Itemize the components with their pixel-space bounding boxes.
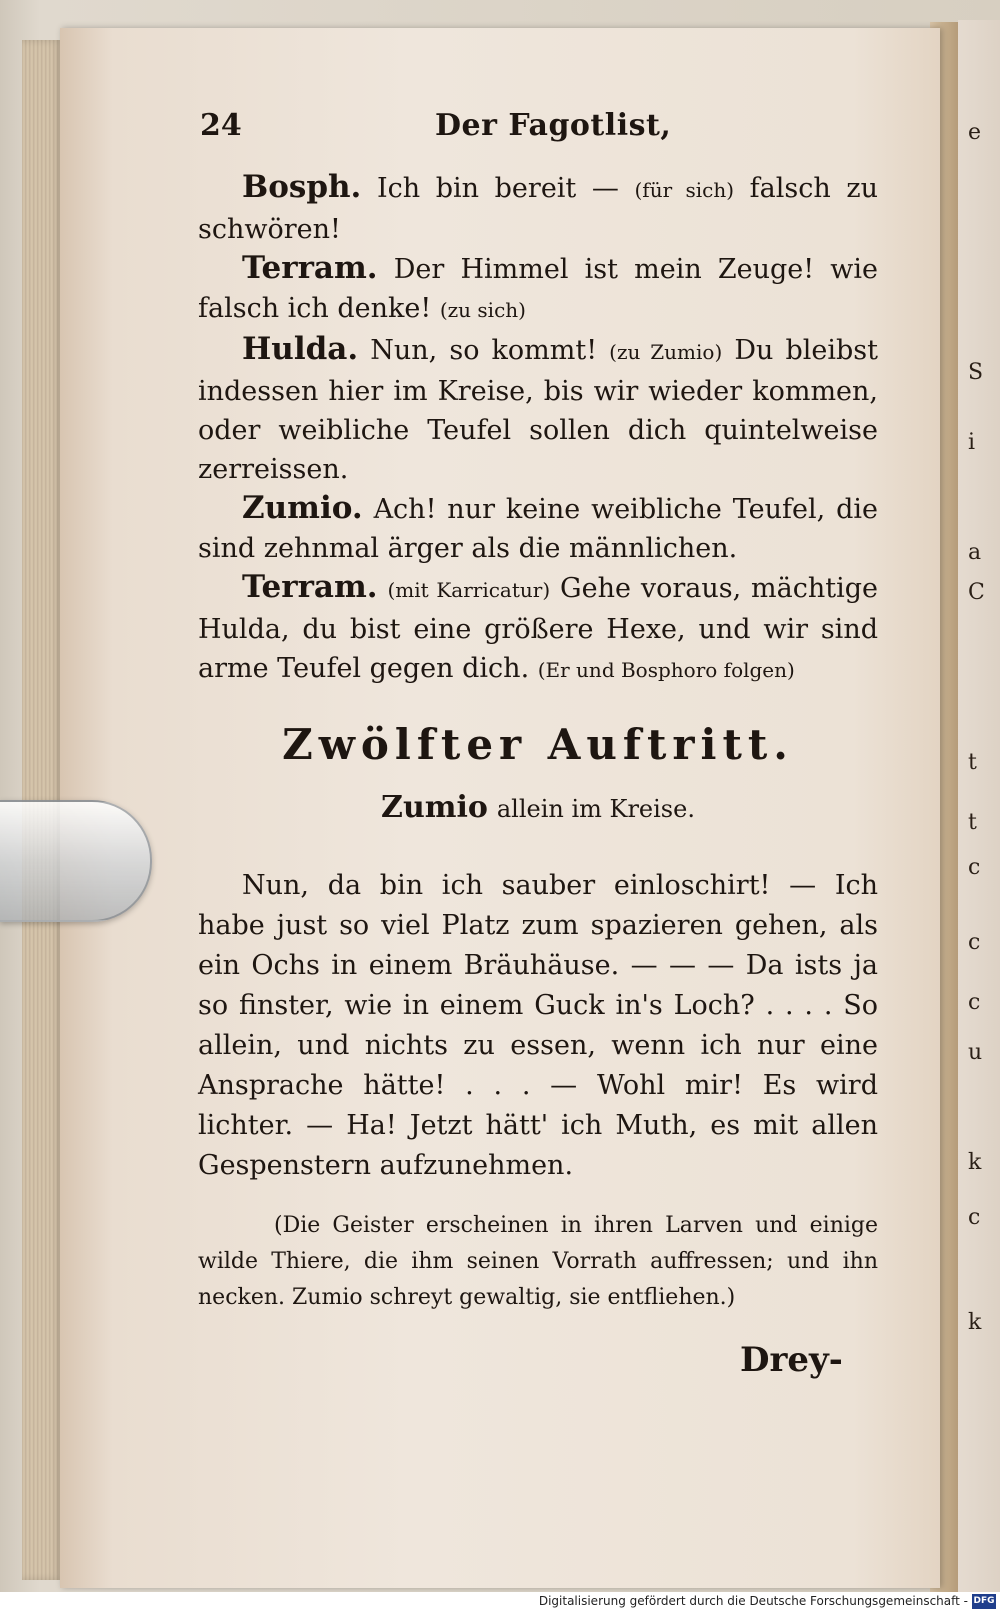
stage-note: (für sich) [634, 178, 735, 202]
scene-character: Zumio [381, 790, 488, 825]
edge-letter: a [968, 540, 982, 565]
scene-subheading [198, 790, 878, 825]
page-number: 24 [200, 108, 242, 143]
dialogue-line [198, 249, 878, 330]
edge-letter: e [968, 120, 982, 145]
stage-note: (mit Karricatur) [387, 578, 551, 602]
footer-credit: Digitalisierung gefördert durch die Deutsche Forschungsgemeinschaft - [538, 1594, 968, 1608]
monologue-block [198, 866, 878, 1186]
page-holder-clip [0, 800, 152, 922]
edge-letter: t [968, 810, 977, 835]
speaker-name: Hulda. [242, 331, 359, 367]
dialogue-line [198, 568, 878, 690]
speaker-name: Terram. [242, 569, 378, 605]
stage-note-end: (Er und Bosphoro folgen) [537, 658, 795, 682]
edge-letter: u [968, 1040, 983, 1065]
edge-letter: c [968, 990, 981, 1015]
speaker-name: Zumio. [242, 490, 363, 526]
adjacent-page-strip [958, 20, 1000, 1595]
dialogue-text: Ach! nur keine weibliche Teufel, die sind zehnmal ärger als die männlichen. [198, 494, 878, 564]
dialogue-line [198, 330, 878, 489]
dialogue-text-after: falsch zu schwören! [198, 173, 878, 245]
dialogue-block [198, 168, 878, 690]
edge-letter: k [968, 1150, 982, 1175]
scene-location: allein im Kreise. [496, 795, 695, 823]
edge-letter: i [968, 430, 976, 455]
edge-letter: C [968, 580, 985, 605]
speaker-name: Bosph. [242, 169, 362, 205]
dialogue-line [198, 168, 878, 249]
dialogue-text: Der Himmel ist mein Zeuge! wie falsch ich denke! [198, 254, 879, 324]
dialogue-text-after: Du bleibst indessen hier im Kreise, bis wir wieder kommen, oder weibliche Teufel sollen dich quintelweise zerreissen. [198, 335, 878, 485]
running-title: Der Fagotlist, [435, 108, 672, 143]
edge-letter: k [968, 1310, 982, 1335]
page-header [200, 108, 880, 148]
edge-letter: S [968, 360, 984, 385]
stage-note: (zu Zumio) [609, 340, 723, 364]
stage-note: (zu sich) [439, 298, 526, 322]
edge-letter: c [968, 855, 981, 880]
edge-letter: c [968, 930, 981, 955]
stage-direction-text: (Die Geister erscheinen in ihren Larven und einige wilde Thiere, die ihm seinen Vorrath auffressen; und ihn necken. Zumio schreyt gewaltig, sie entfliehen.) [198, 1213, 878, 1310]
scene-heading: Zwölfter Auftritt. [282, 720, 794, 769]
dialogue-text: Ich bin bereit — [376, 173, 635, 204]
speaker-name: Terram. [242, 250, 378, 286]
dialogue-text-after: Gehe voraus, mächtige Hulda, du bist eine größere Hexe, und wir sind arme Teufel gegen dich. [198, 573, 878, 684]
edge-letter: c [968, 1205, 981, 1230]
monologue-text: Nun, da bin ich sauber einloschirt! — Ich habe just so viel Platz zum spazieren gehen, als ein Ochs in einem Bräuhäuse. — — — Da ists ja so finster, wie in einem Guck in's Loch? . . . . So allein, und nichts zu essen, wenn ich nur eine Ansprache hätte! . . . — Wohl mir! Es wird lichter. — Ha! Jetzt hätt' ich Muth, es mit allen Gespenstern aufzunehmen. [198, 870, 878, 1181]
edge-letter: t [968, 750, 977, 775]
dialogue-line [198, 489, 878, 568]
dfg-logo-icon: DFG [972, 1594, 996, 1609]
dialogue-text: Nun, so kommt! [370, 335, 610, 366]
catchword: Drey- [740, 1340, 843, 1380]
stage-direction-block [198, 1208, 878, 1316]
